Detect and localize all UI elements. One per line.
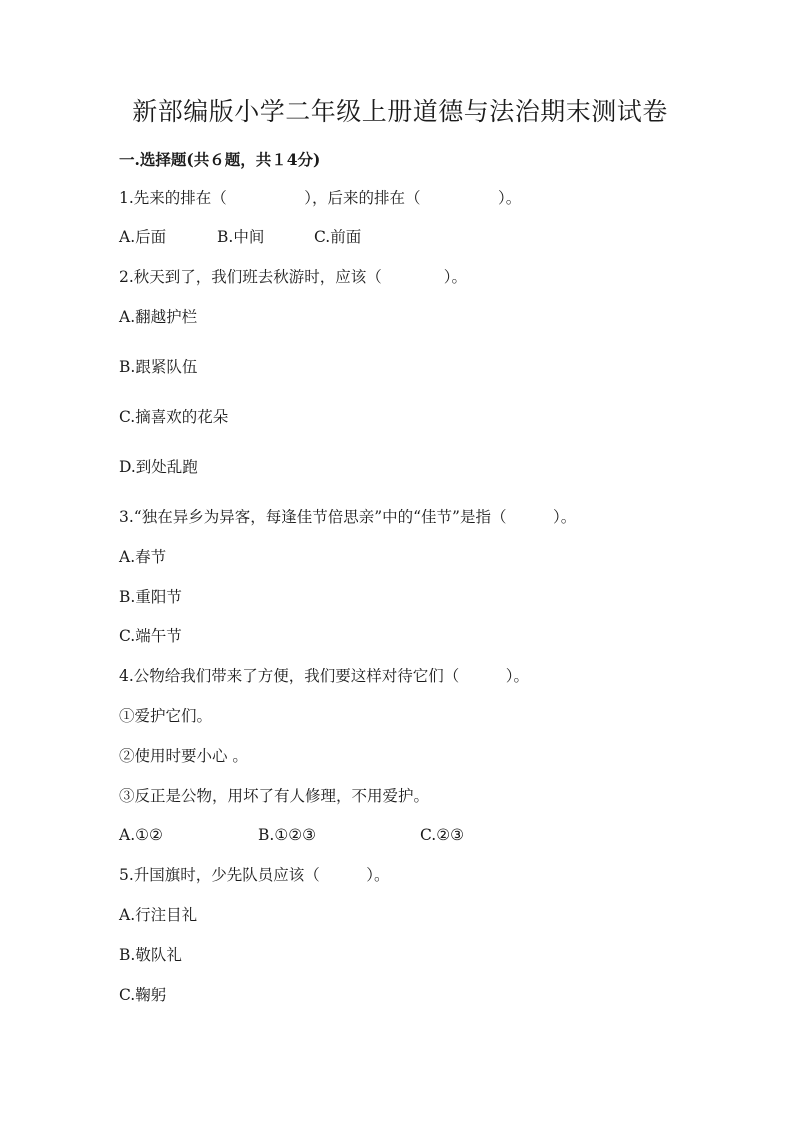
question-2-stem: 2.秋天到了，我们班去秋游时，应该（ ）。: [119, 268, 468, 286]
question-4-option-a: A.①②: [119, 826, 163, 844]
question-4-statement-3: ③反正是公物，用坏了有人修理，不用爱护。: [119, 787, 430, 805]
page-title: 新部编版小学二年级上册道德与法治期末测试卷: [132, 97, 668, 126]
section-heading: 一.选择题(共６题，共１4分): [119, 150, 321, 169]
question-3-option-b: B.重阳节: [119, 588, 182, 606]
question-2-option-b: B.跟紧队伍: [119, 358, 198, 376]
question-4-stem: 4.公物给我们带来了方便，我们要这样对待它们（ ）。: [119, 667, 530, 685]
question-2-option-a: A.翻越护栏: [119, 308, 198, 326]
question-2-option-d: D.到处乱跑: [119, 458, 198, 476]
question-4-statement-2: ②使用时要小心 。: [119, 747, 248, 765]
question-3-option-c: C.端午节: [119, 627, 182, 645]
question-5-option-a: A.行注目礼: [119, 906, 198, 924]
question-4-statement-1: ①爱护它们。: [119, 707, 213, 725]
question-1-option-b: B.中间: [217, 228, 265, 246]
question-1-option-a: A.后面: [119, 228, 167, 246]
question-1-stem: 1.先来的排在（ ），后来的排在（ ）。: [119, 189, 522, 207]
question-4-option-c: C.②③: [420, 826, 465, 844]
question-3-option-a: A.春节: [119, 548, 167, 566]
question-1-option-c: C.前面: [314, 228, 362, 246]
question-5-option-b: B.敬队礼: [119, 946, 182, 964]
question-5-option-c: C.鞠躬: [119, 986, 167, 1004]
question-4-option-b: B.①②③: [258, 826, 317, 844]
question-5-stem: 5.升国旗时，少先队员应该（ ）。: [119, 866, 390, 884]
question-3-stem: 3.“独在异乡为异客，每逢佳节倍思亲”中的“佳节”是指（ ）。: [119, 508, 577, 526]
question-2-option-c: C.摘喜欢的花朵: [119, 408, 229, 426]
